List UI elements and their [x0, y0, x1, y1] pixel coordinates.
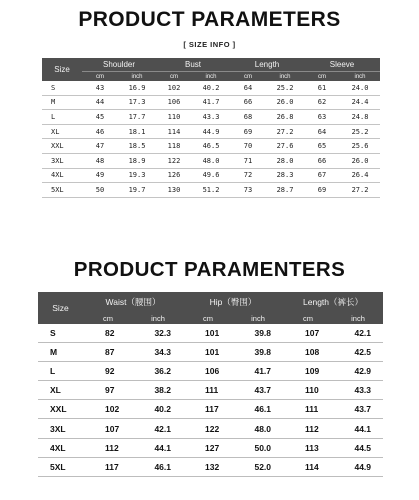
unit-header-inch: inch — [133, 312, 183, 324]
unit-header-inch: inch — [266, 72, 304, 82]
hip-header: Hip（臀围） — [183, 292, 283, 312]
cm-value-cell: 102 — [156, 81, 192, 95]
table-row — [42, 153, 380, 168]
cm-value-cell: 62 — [304, 95, 340, 110]
cm-value-cell: 66 — [304, 153, 340, 168]
cm-value-cell: 64 — [304, 124, 340, 139]
cm-value-cell: 70 — [230, 139, 266, 154]
inch-value-cell: 43.3 — [333, 381, 383, 400]
inch-value-cell: 24.4 — [340, 95, 380, 110]
size-cell: S — [38, 324, 83, 343]
cm-value-cell: 111 — [183, 381, 233, 400]
cm-value-cell: 67 — [304, 168, 340, 183]
bottom-size-table — [38, 292, 383, 477]
cm-value-cell: 101 — [183, 343, 233, 362]
unit-header-cm: cm — [82, 72, 118, 82]
unit-header-cm: cm — [183, 312, 233, 324]
size-cell: L — [42, 110, 82, 125]
cm-value-cell: 69 — [304, 183, 340, 198]
inch-value-cell: 36.2 — [133, 362, 183, 381]
unit-header-cm: cm — [283, 312, 333, 324]
inch-value-cell: 26.0 — [266, 95, 304, 110]
inch-value-cell: 25.2 — [340, 124, 380, 139]
cm-value-cell: 117 — [183, 400, 233, 419]
cm-value-cell: 110 — [156, 110, 192, 125]
bottom-table-body — [38, 324, 383, 476]
size-cell: M — [38, 343, 83, 362]
size-cell: 4XL — [42, 168, 82, 183]
table-row — [38, 381, 383, 400]
cm-value-cell: 102 — [83, 400, 133, 419]
cm-value-cell: 50 — [82, 183, 118, 198]
length-header: Length — [230, 58, 304, 72]
inch-value-cell: 32.3 — [133, 324, 183, 343]
cm-value-cell: 45 — [82, 110, 118, 125]
unit-header-inch: inch — [333, 312, 383, 324]
size-cell: 5XL — [42, 183, 82, 198]
inch-value-cell: 38.2 — [133, 381, 183, 400]
inch-value-cell: 43.3 — [192, 110, 230, 125]
size-cell: XXL — [38, 400, 83, 419]
size-column-header: Size — [38, 292, 83, 324]
top-table-body — [42, 81, 380, 197]
inch-value-cell: 26.8 — [266, 110, 304, 125]
inch-value-cell: 44.1 — [333, 419, 383, 438]
size-cell: 3XL — [38, 419, 83, 438]
table-row — [42, 81, 380, 95]
unit-header-inch: inch — [118, 72, 156, 82]
inch-value-cell: 44.9 — [192, 124, 230, 139]
cm-value-cell: 82 — [83, 324, 133, 343]
cm-value-cell: 69 — [230, 124, 266, 139]
size-cell: 3XL — [42, 153, 82, 168]
cm-value-cell: 117 — [83, 457, 133, 476]
top-size-table — [42, 58, 380, 198]
table-row — [38, 400, 383, 419]
table-row — [38, 438, 383, 457]
size-cell: 4XL — [38, 438, 83, 457]
inch-value-cell: 26.4 — [340, 168, 380, 183]
inch-value-cell: 27.6 — [266, 139, 304, 154]
table-row — [38, 457, 383, 476]
inch-value-cell: 39.8 — [233, 343, 283, 362]
cm-value-cell: 73 — [230, 183, 266, 198]
unit-header-inch: inch — [192, 72, 230, 82]
cm-value-cell: 66 — [230, 95, 266, 110]
cm-value-cell: 130 — [156, 183, 192, 198]
cm-value-cell: 106 — [156, 95, 192, 110]
cm-value-cell: 127 — [183, 438, 233, 457]
inch-value-cell: 17.3 — [118, 95, 156, 110]
inch-value-cell: 25.6 — [340, 139, 380, 154]
cm-value-cell: 110 — [283, 381, 333, 400]
cm-value-cell: 122 — [183, 419, 233, 438]
size-cell: L — [38, 362, 83, 381]
cm-value-cell: 107 — [283, 324, 333, 343]
inch-value-cell: 28.7 — [266, 183, 304, 198]
size-cell: S — [42, 81, 82, 95]
inch-value-cell: 28.3 — [266, 168, 304, 183]
inch-value-cell: 46.1 — [233, 400, 283, 419]
table-row — [38, 362, 383, 381]
inch-value-cell: 46.1 — [133, 457, 183, 476]
cm-value-cell: 113 — [283, 438, 333, 457]
cm-value-cell: 107 — [83, 419, 133, 438]
top-table-title: PRODUCT PARAMETERS — [78, 8, 341, 31]
inch-value-cell: 43.7 — [333, 400, 383, 419]
inch-value-cell: 52.0 — [233, 457, 283, 476]
cm-value-cell: 47 — [82, 139, 118, 154]
inch-value-cell: 42.9 — [333, 362, 383, 381]
inch-value-cell: 42.5 — [333, 343, 383, 362]
size-cell: XL — [42, 124, 82, 139]
inch-value-cell: 19.7 — [118, 183, 156, 198]
unit-header-inch: inch — [340, 72, 380, 82]
cm-value-cell: 109 — [283, 362, 333, 381]
cm-value-cell: 68 — [230, 110, 266, 125]
inch-value-cell: 18.9 — [118, 153, 156, 168]
inch-value-cell: 48.0 — [192, 153, 230, 168]
inch-value-cell: 42.1 — [133, 419, 183, 438]
inch-value-cell: 49.6 — [192, 168, 230, 183]
sleeve-header: Sleeve — [304, 58, 380, 72]
cm-value-cell: 126 — [156, 168, 192, 183]
inch-value-cell: 41.7 — [233, 362, 283, 381]
inch-value-cell: 27.2 — [340, 183, 380, 198]
cm-value-cell: 87 — [83, 343, 133, 362]
cm-value-cell: 132 — [183, 457, 233, 476]
table-row — [42, 183, 380, 198]
cm-value-cell: 122 — [156, 153, 192, 168]
table-row — [38, 419, 383, 438]
cm-value-cell: 72 — [230, 168, 266, 183]
bottom-table-title: PRODUCT PARAMENTERS — [73, 258, 346, 281]
table-row — [42, 139, 380, 154]
inch-value-cell: 46.5 — [192, 139, 230, 154]
table-row — [42, 124, 380, 139]
unit-header-inch: inch — [233, 312, 283, 324]
cm-value-cell: 101 — [183, 324, 233, 343]
inch-value-cell: 42.1 — [333, 324, 383, 343]
cm-value-cell: 112 — [83, 438, 133, 457]
inch-value-cell: 25.2 — [266, 81, 304, 95]
table-row — [42, 168, 380, 183]
cm-value-cell: 114 — [283, 457, 333, 476]
size-cell: 5XL — [38, 457, 83, 476]
table-row — [38, 343, 383, 362]
inch-value-cell: 40.2 — [133, 400, 183, 419]
table-row — [42, 110, 380, 125]
inch-value-cell: 24.8 — [340, 110, 380, 125]
cm-value-cell: 64 — [230, 81, 266, 95]
cm-value-cell: 108 — [283, 343, 333, 362]
cm-value-cell: 92 — [83, 362, 133, 381]
inch-value-cell: 44.1 — [133, 438, 183, 457]
inch-value-cell: 26.0 — [340, 153, 380, 168]
inch-value-cell: 48.0 — [233, 419, 283, 438]
cm-value-cell: 111 — [283, 400, 333, 419]
bust-header: Bust — [156, 58, 230, 72]
inch-value-cell: 19.3 — [118, 168, 156, 183]
cm-value-cell: 61 — [304, 81, 340, 95]
inch-value-cell: 18.1 — [118, 124, 156, 139]
top-table-subtitle: [ SIZE INFO ] — [183, 40, 236, 49]
cm-value-cell: 71 — [230, 153, 266, 168]
cm-value-cell: 48 — [82, 153, 118, 168]
cm-value-cell: 49 — [82, 168, 118, 183]
inch-value-cell: 44.5 — [333, 438, 383, 457]
cm-value-cell: 118 — [156, 139, 192, 154]
inch-value-cell: 39.8 — [233, 324, 283, 343]
inch-value-cell: 51.2 — [192, 183, 230, 198]
inch-value-cell: 34.3 — [133, 343, 183, 362]
cm-value-cell: 63 — [304, 110, 340, 125]
inch-value-cell: 24.0 — [340, 81, 380, 95]
inch-value-cell: 43.7 — [233, 381, 283, 400]
cm-value-cell: 97 — [83, 381, 133, 400]
inch-value-cell: 27.2 — [266, 124, 304, 139]
size-cell: XL — [38, 381, 83, 400]
inch-value-cell: 28.0 — [266, 153, 304, 168]
table-row — [42, 95, 380, 110]
unit-header-cm: cm — [83, 312, 133, 324]
size-column-header: Size — [42, 58, 82, 81]
waist-header: Waist（腰围） — [83, 292, 183, 312]
inch-value-cell: 44.9 — [333, 457, 383, 476]
inch-value-cell: 50.0 — [233, 438, 283, 457]
unit-header-cm: cm — [304, 72, 340, 82]
cm-value-cell: 43 — [82, 81, 118, 95]
cm-value-cell: 46 — [82, 124, 118, 139]
inch-value-cell: 16.9 — [118, 81, 156, 95]
unit-header-cm: cm — [156, 72, 192, 82]
cm-value-cell: 65 — [304, 139, 340, 154]
cm-value-cell: 44 — [82, 95, 118, 110]
inch-value-cell: 40.2 — [192, 81, 230, 95]
unit-header-cm: cm — [230, 72, 266, 82]
cm-value-cell: 114 — [156, 124, 192, 139]
cm-value-cell: 112 — [283, 419, 333, 438]
inch-value-cell: 17.7 — [118, 110, 156, 125]
cm-value-cell: 106 — [183, 362, 233, 381]
length-header: Length（裤长） — [283, 292, 383, 312]
inch-value-cell: 41.7 — [192, 95, 230, 110]
table-row — [38, 324, 383, 343]
shoulder-header: Shoulder — [82, 58, 156, 72]
inch-value-cell: 18.5 — [118, 139, 156, 154]
size-cell: M — [42, 95, 82, 110]
size-cell: XXL — [42, 139, 82, 154]
